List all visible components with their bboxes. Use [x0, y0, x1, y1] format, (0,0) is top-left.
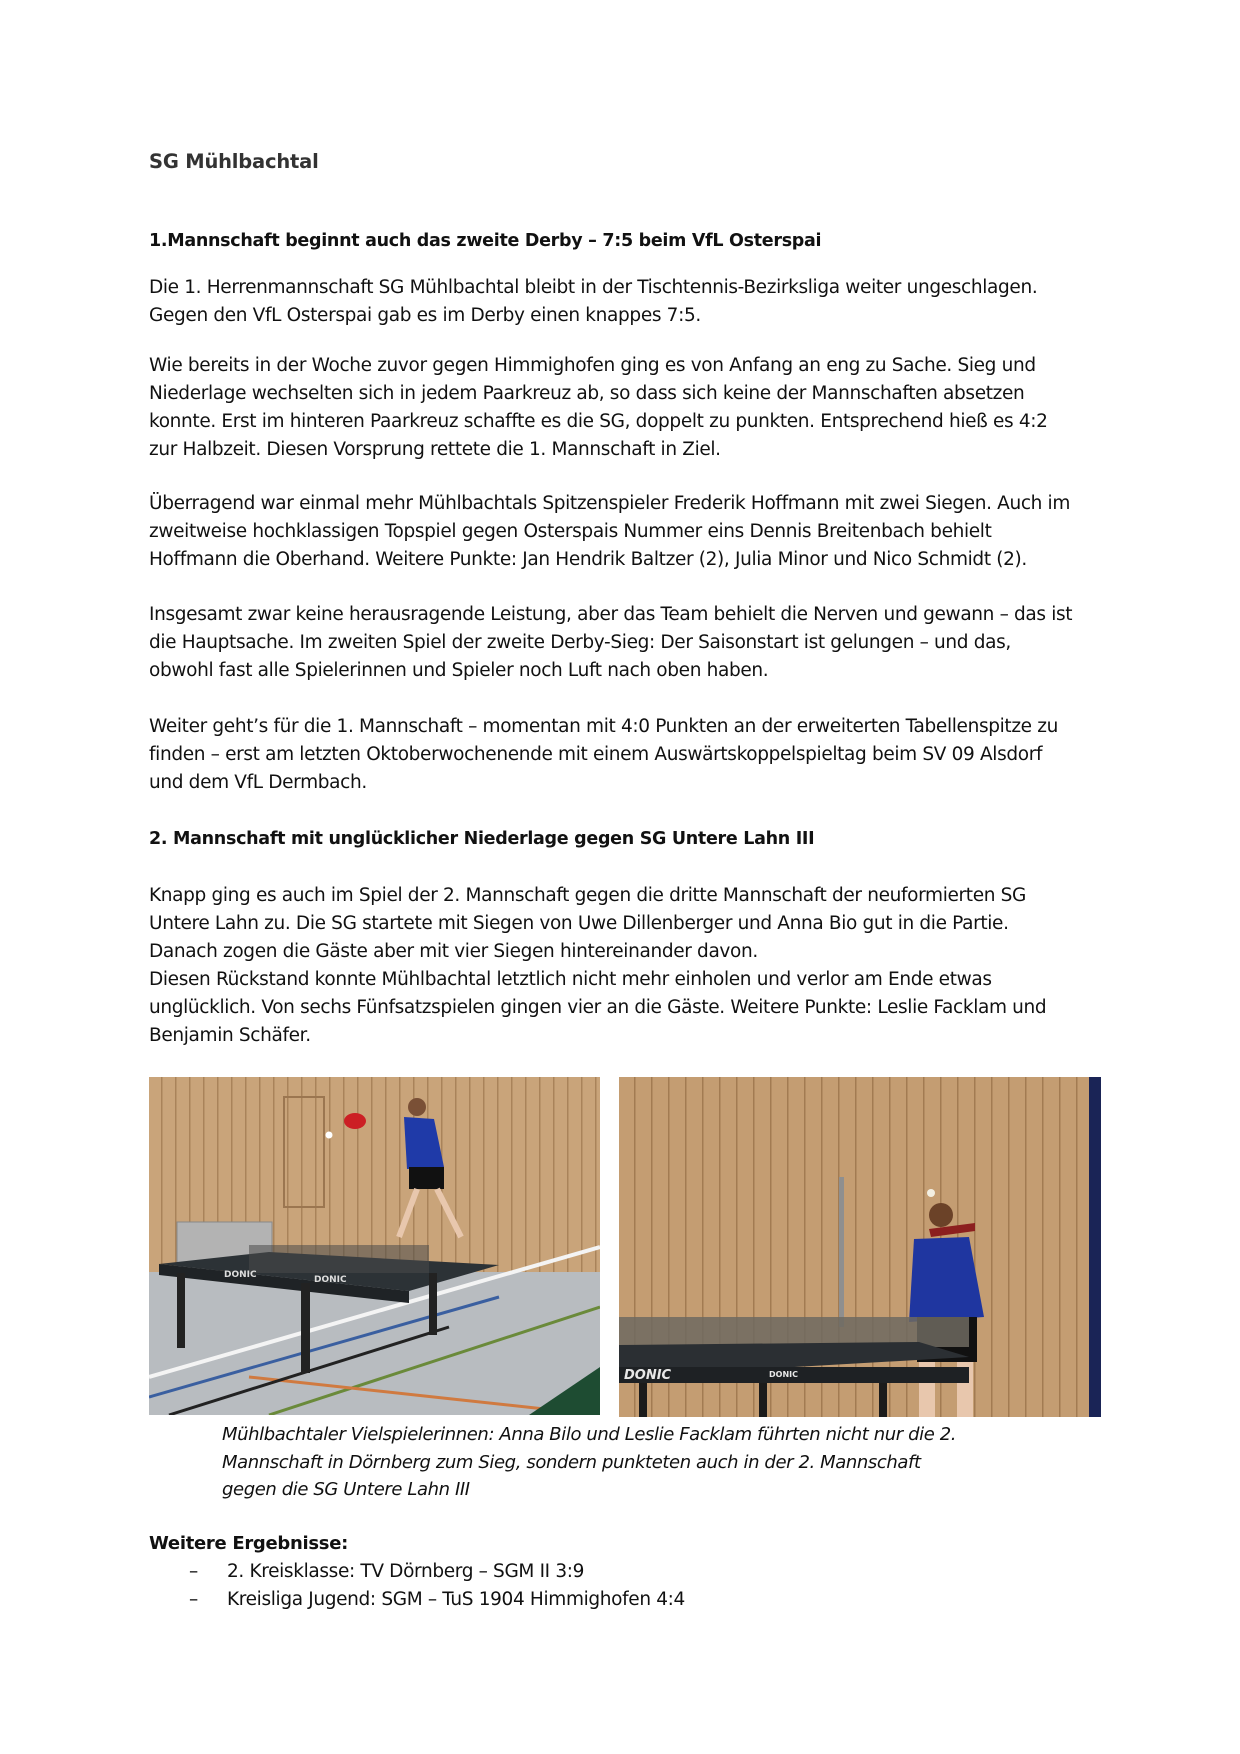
section1-heading: 1.Mannschaft beginnt auch das zweite Derby – 7:5 beim VfL Osterspai	[149, 231, 822, 251]
section2-paragraph	[149, 882, 1046, 1050]
table-net	[249, 1245, 429, 1273]
section1-paragraph-2	[149, 352, 1048, 464]
text-line: Benjamin Schäfer.	[149, 1025, 311, 1046]
photo-player-serve	[619, 1077, 1101, 1417]
text-line: zweitweise hochklassigen Topspiel gegen Osterspais Nummer eins Dennis Breitenbach behielt	[149, 521, 992, 542]
text-line: Die 1. Herrenmannschaft SG Mühlbachtal bleibt in der Tischtennis-Bezirksliga weiter ungeschlagen.	[149, 277, 1038, 298]
text-line: Danach zogen die Gäste aber mit vier Siegen hintereinander davon.	[149, 941, 758, 962]
text-line: Wie bereits in der Woche zuvor gegen Himmighofen ging es von Anfang an eng zu Sache. Sieg und	[149, 355, 1036, 376]
text-line: und dem VfL Dermbach.	[149, 772, 367, 793]
caption-line: Mannschaft in Dörnberg zum Sieg, sondern punkteten auch in der 2. Mannschaft	[222, 1451, 921, 1473]
paddle	[344, 1113, 366, 1129]
caption-line: gegen die SG Untere Lahn III	[222, 1479, 470, 1500]
text-line: finden – erst am letzten Oktoberwochenende mit einem Auswärtskoppelspieltag beim SV 09 Alsdorf	[149, 744, 1043, 765]
bullet-dash: –	[189, 1589, 198, 1610]
section1-paragraph-1	[149, 274, 1037, 330]
photo-image	[619, 1077, 1101, 1417]
text-line: obwohl fast alle Spielerinnen und Spieler noch Luft nach oben haben.	[149, 660, 769, 681]
text-line: Weiter geht’s für die 1. Mannschaft – momentan mit 4:0 Punkten an der erweiterten Tabellenspitze zu	[149, 716, 1058, 737]
player-head	[929, 1203, 953, 1227]
results-list-item	[149, 1558, 685, 1586]
text-line: konnte. Erst im hinteren Paarkreuz schaffte es die SG, doppelt zu punkten. Entsprechend hieß es 4:2	[149, 411, 1048, 432]
photo-caption	[222, 1421, 956, 1504]
result-text: Kreisliga Jugend: SGM – TuS 1904 Himmighofen 4:4	[227, 1589, 685, 1610]
text-line: unglücklich. Von sechs Fünfsatzspielen gingen vier an die Gäste. Weitere Punkte: Leslie Facklam und	[149, 997, 1047, 1018]
svg-text:DONIC: DONIC	[314, 1275, 347, 1285]
text-line: Knapp ging es auch im Spiel der 2. Mannschaft gegen die dritte Mannschaft der neuformierten SG	[149, 885, 1027, 906]
section1-paragraph-5	[149, 713, 1058, 797]
text-line: Diesen Rückstand konnte Mühlbachtal letztlich nicht mehr einholen und verlor am Ende etwas	[149, 969, 992, 990]
section1-paragraph-4	[149, 601, 1072, 685]
net-post	[839, 1177, 844, 1327]
player-head	[408, 1098, 426, 1116]
results-list	[149, 1558, 685, 1614]
text-line: Hoffmann die Oberhand. Weitere Punkte: Jan Hendrik Baltzer (2), Julia Minor und Nico Schmidt (2).	[149, 549, 1027, 570]
ball	[326, 1132, 333, 1139]
donic-logo: DONIC	[224, 1270, 257, 1280]
results-list-item	[149, 1586, 685, 1614]
photo-player-forehand	[149, 1077, 600, 1415]
blue-wall-edge	[1089, 1077, 1101, 1417]
section2-heading: 2. Mannschaft mit unglücklicher Niederlage gegen SG Untere Lahn III	[149, 829, 815, 849]
text-line: Insgesamt zwar keine herausragende Leistung, aber das Team behielt die Nerven und gewann – das ist	[149, 604, 1073, 625]
photo-image	[149, 1077, 600, 1415]
text-line: Untere Lahn zu. Die SG startete mit Siegen von Uwe Dillenberger und Anna Bio gut in die Partie.	[149, 913, 1009, 934]
section1-paragraph-3	[149, 490, 1070, 574]
results-heading: Weitere Ergebnisse:	[149, 1533, 349, 1554]
svg-text:DONIC: DONIC	[769, 1370, 798, 1379]
ball	[927, 1189, 935, 1197]
result-text: 2. Kreisklasse: TV Dörnberg – SGM II 3:9	[227, 1561, 585, 1582]
site-title: SG Mühlbachtal	[149, 150, 319, 173]
donic-logo: DONIC	[624, 1368, 672, 1383]
text-line: Gegen den VfL Osterspai gab es im Derby einen knappes 7:5.	[149, 305, 701, 326]
bullet-dash: –	[189, 1561, 198, 1582]
text-line: zur Halbzeit. Diesen Vorsprung rettete die 1. Mannschaft in Ziel.	[149, 439, 721, 460]
text-line: Niederlage wechselten sich in jedem Paarkreuz ab, so dass sich keine der Mannschaften absetzen	[149, 383, 1025, 404]
caption-line: Mühlbachtaler Vielspielerinnen: Anna Bilo und Leslie Facklam führten nicht nur die 2.	[222, 1424, 957, 1445]
text-line: Überragend war einmal mehr Mühlbachtals Spitzenspieler Frederik Hoffmann mit zwei Siegen. Auch im	[149, 493, 1071, 514]
text-line: die Hauptsache. Im zweiten Spiel der zweite Derby-Sieg: Der Saisonstart ist gelungen – und das,	[149, 632, 1011, 653]
